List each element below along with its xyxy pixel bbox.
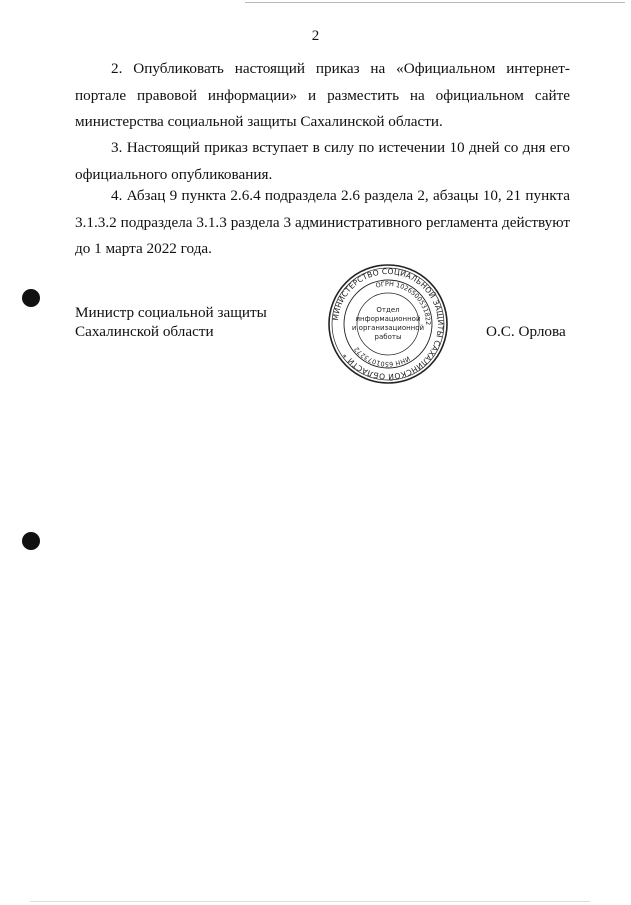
paragraph-line: министерства социальной защиты Сахалинской области. [75,113,443,130]
paragraph-3 [75,135,570,188]
page-number: 2 [311,28,320,44]
paragraph-line: 3.1.3.2 подраздела 3.1.3 раздела 3 административного регламента действуют [75,213,570,231]
seal-center-line: и организационной [351,324,425,332]
paragraph-line: 2. Опубликовать настоящий приказ на «Официальном интернет- [111,60,570,77]
official-seal [326,262,450,386]
punch-hole-bottom [22,532,40,550]
paragraph-line: 4. Абзац 9 пункта 2.6.4 подраздела 2.6 раздела 2, абзацы 10, 21 пункта [111,187,570,204]
paragraph-4 [75,183,570,263]
seal-ogrn-text: ОГРН 1026500531822 [374,279,433,326]
signatory-position [75,303,267,341]
seal-center-line: Отдел [376,306,400,314]
scan-bottom-edge [30,901,590,902]
signatory-name: О.С. Орлова [486,323,566,340]
seal-center-line: информационной [355,315,421,323]
paragraph-line: официального опубликования. [75,165,273,183]
scan-top-edge [245,2,625,3]
signatory-position-line: Сахалинской области [75,323,214,340]
paragraph-line: 3. Настоящий приказ вступает в силу по истечении 10 дней со дня его [111,139,570,156]
seal-inn-text: ИНН 6501073272 [352,345,412,369]
paragraph-line: портале правовой информации» и разместить на официальном сайте [75,86,570,104]
signatory-position-line: Министр социальной защиты [75,304,267,321]
paragraph-2 [75,56,570,136]
punch-hole-top [22,289,40,307]
seal-outer-text: МИНИСТЕРСТВО СОЦИАЛЬНОЙ ЗАЩИТЫ САХАЛИНСКОЙ ОБЛАСТИ * [331,266,446,382]
seal-center-line: работы [374,333,402,341]
paragraph-line: до 1 марта 2022 года. [75,240,212,257]
